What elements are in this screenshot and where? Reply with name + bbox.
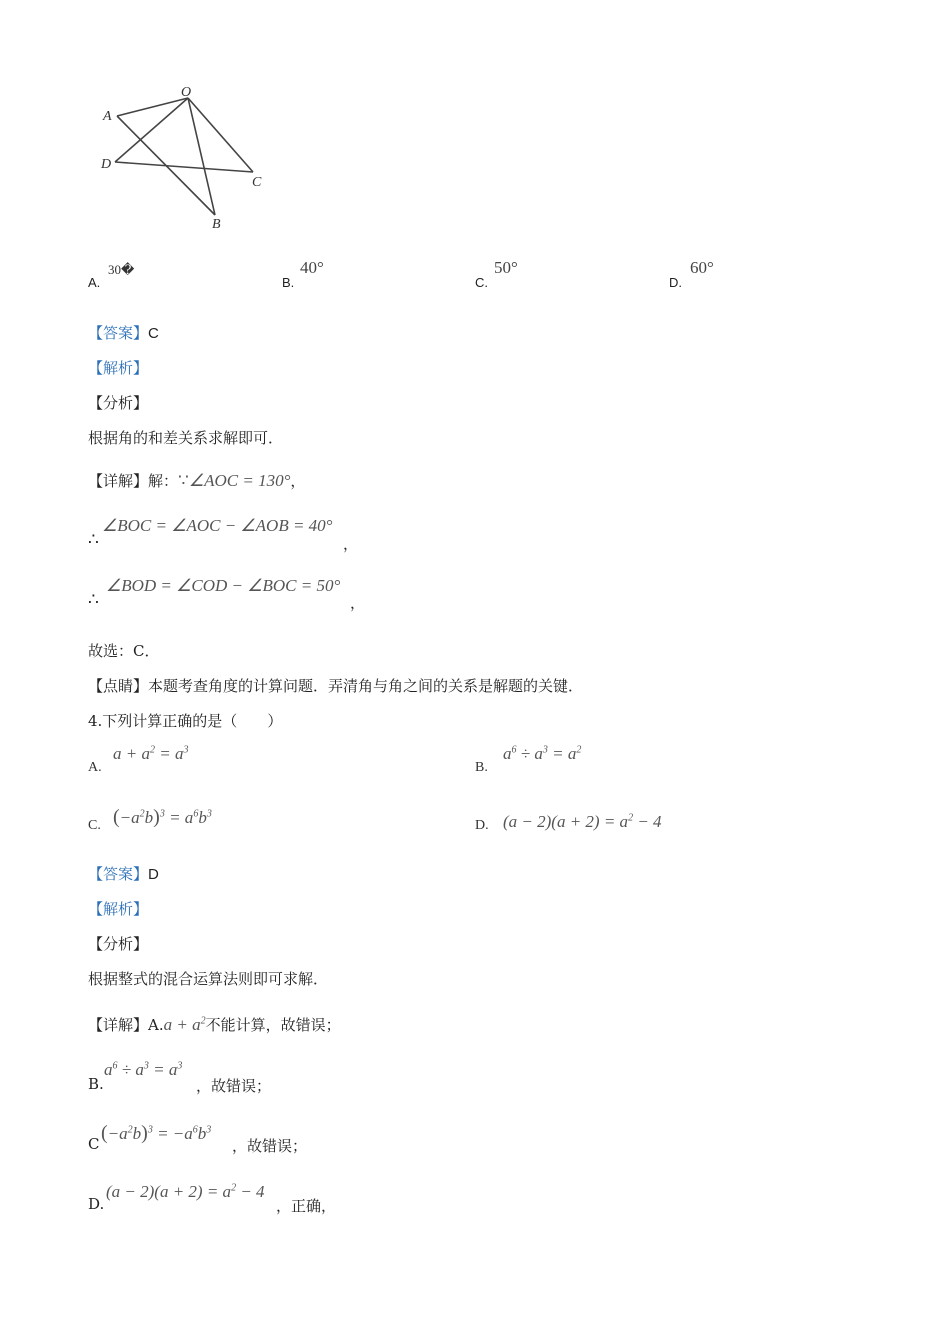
- point-label-o: O: [181, 85, 192, 100]
- q4-fenxi-text: 根据整式的混合运算法则即可求解．: [88, 970, 329, 988]
- geometry-figure: [95, 80, 280, 235]
- detail-a-prefix: A.: [148, 1016, 164, 1034]
- q3-option-d-letter: D.: [669, 275, 682, 290]
- detail-b-expression: $a^6 \div a^3 = a^3$: [104, 1060, 183, 1079]
- q3-fenxi-tag: 【分析】: [88, 394, 149, 412]
- q4-option-c-letter: C.: [88, 818, 101, 833]
- q4-option-d-letter: D.: [475, 818, 489, 833]
- q3-choose: 故选：C．: [88, 642, 160, 660]
- since-symbol: ∵: [178, 471, 189, 490]
- q4-fenxi-tag: 【分析】: [88, 935, 149, 953]
- answer-value: D: [148, 866, 159, 883]
- segment-dc: [115, 162, 253, 172]
- answer-tag: 【答案】: [88, 865, 149, 883]
- q4-option-a-expression: $a + a^2 = a^3$: [113, 744, 189, 763]
- detail-d-text: ，正确，: [276, 1197, 337, 1215]
- detail-c-prefix: C: [88, 1135, 100, 1153]
- comment-text: 本题考查角度的计算问题．弄清角与角之间的关系是解题的关键．: [148, 677, 584, 695]
- q3-step1-comma: ，: [343, 535, 359, 553]
- answer-value: C: [148, 325, 159, 342]
- q3-analysis-tag: 【解析】: [88, 359, 149, 377]
- q3-option-d-value: 60°: [690, 258, 714, 277]
- q4-detail-a: [88, 1014, 341, 1035]
- q4-title: 4.下列计算正确的是（ ）: [88, 712, 283, 730]
- detail-a-text: 不能计算，故错误；: [205, 1016, 341, 1034]
- detail-c-text: ，故错误；: [232, 1137, 308, 1155]
- q3-option-a-letter: A.: [88, 275, 101, 290]
- q3-option-c-value: 50°: [494, 258, 518, 277]
- therefore-symbol-1: ∴: [88, 530, 99, 550]
- q3-fenxi-text: 根据角的和差关系求解即可．: [88, 429, 284, 447]
- q4-option-b-expression: $a^6 \div a^3 = a^2$: [503, 744, 582, 763]
- segment-oc: [188, 98, 253, 172]
- q4-option-d-expression: $(a - 2)(a + 2) = a^2 - 4$: [503, 812, 662, 831]
- point-label-d: D: [101, 157, 112, 172]
- q3-step1-expression: ∠BOC = ∠AOC − ∠AOB = 40°: [102, 516, 333, 535]
- q3-option-b-value: 40°: [300, 258, 324, 277]
- detail-a-expression: $a + a^2$: [163, 1015, 206, 1034]
- point-label-a: A: [103, 109, 112, 124]
- detail-b-prefix: B.: [88, 1075, 104, 1093]
- q3-detail-line: [88, 470, 305, 491]
- detail-d-expression: $(a - 2)(a + 2) = a^2 - 4$: [106, 1182, 265, 1201]
- detail-intro: 解：: [148, 472, 179, 490]
- q4-option-a-letter: A.: [88, 760, 102, 775]
- given-expression: ∠AOC = 130°: [188, 471, 291, 490]
- therefore-symbol-2: ∴: [88, 590, 99, 610]
- q4-analysis-tag: 【解析】: [88, 900, 149, 918]
- comment-tag: 【点睛】: [88, 677, 149, 695]
- q3-option-b-letter: B.: [282, 275, 295, 290]
- q4-option-c-expression: $(-a^2b)^3 = a^6b^3$: [113, 806, 212, 828]
- q3-option-c-letter: C.: [475, 275, 488, 290]
- comma: ，: [290, 472, 306, 490]
- q3-step2-comma: ，: [350, 594, 366, 612]
- q4-option-b-letter: B.: [475, 760, 488, 775]
- point-label-b: B: [212, 217, 221, 232]
- q4-answer-line: [88, 863, 159, 884]
- detail-tag: 【详解】: [88, 1016, 149, 1034]
- point-label-c: C: [252, 175, 262, 190]
- q3-step2-expression: ∠BOD = ∠COD − ∠BOC = 50°: [106, 576, 341, 595]
- detail-c-expression: $(-a^2b)^3 = -a^6b^3$: [101, 1122, 212, 1144]
- q3-answer-line: [88, 322, 159, 343]
- detail-b-text: ，故错误；: [196, 1077, 272, 1095]
- segment-ob: [188, 98, 215, 215]
- q3-comment-line: [88, 675, 583, 696]
- q3-option-a-value: 30�: [108, 262, 135, 277]
- detail-d-prefix: D.: [88, 1195, 105, 1213]
- answer-tag: 【答案】: [88, 324, 149, 342]
- detail-tag: 【详解】: [88, 472, 149, 490]
